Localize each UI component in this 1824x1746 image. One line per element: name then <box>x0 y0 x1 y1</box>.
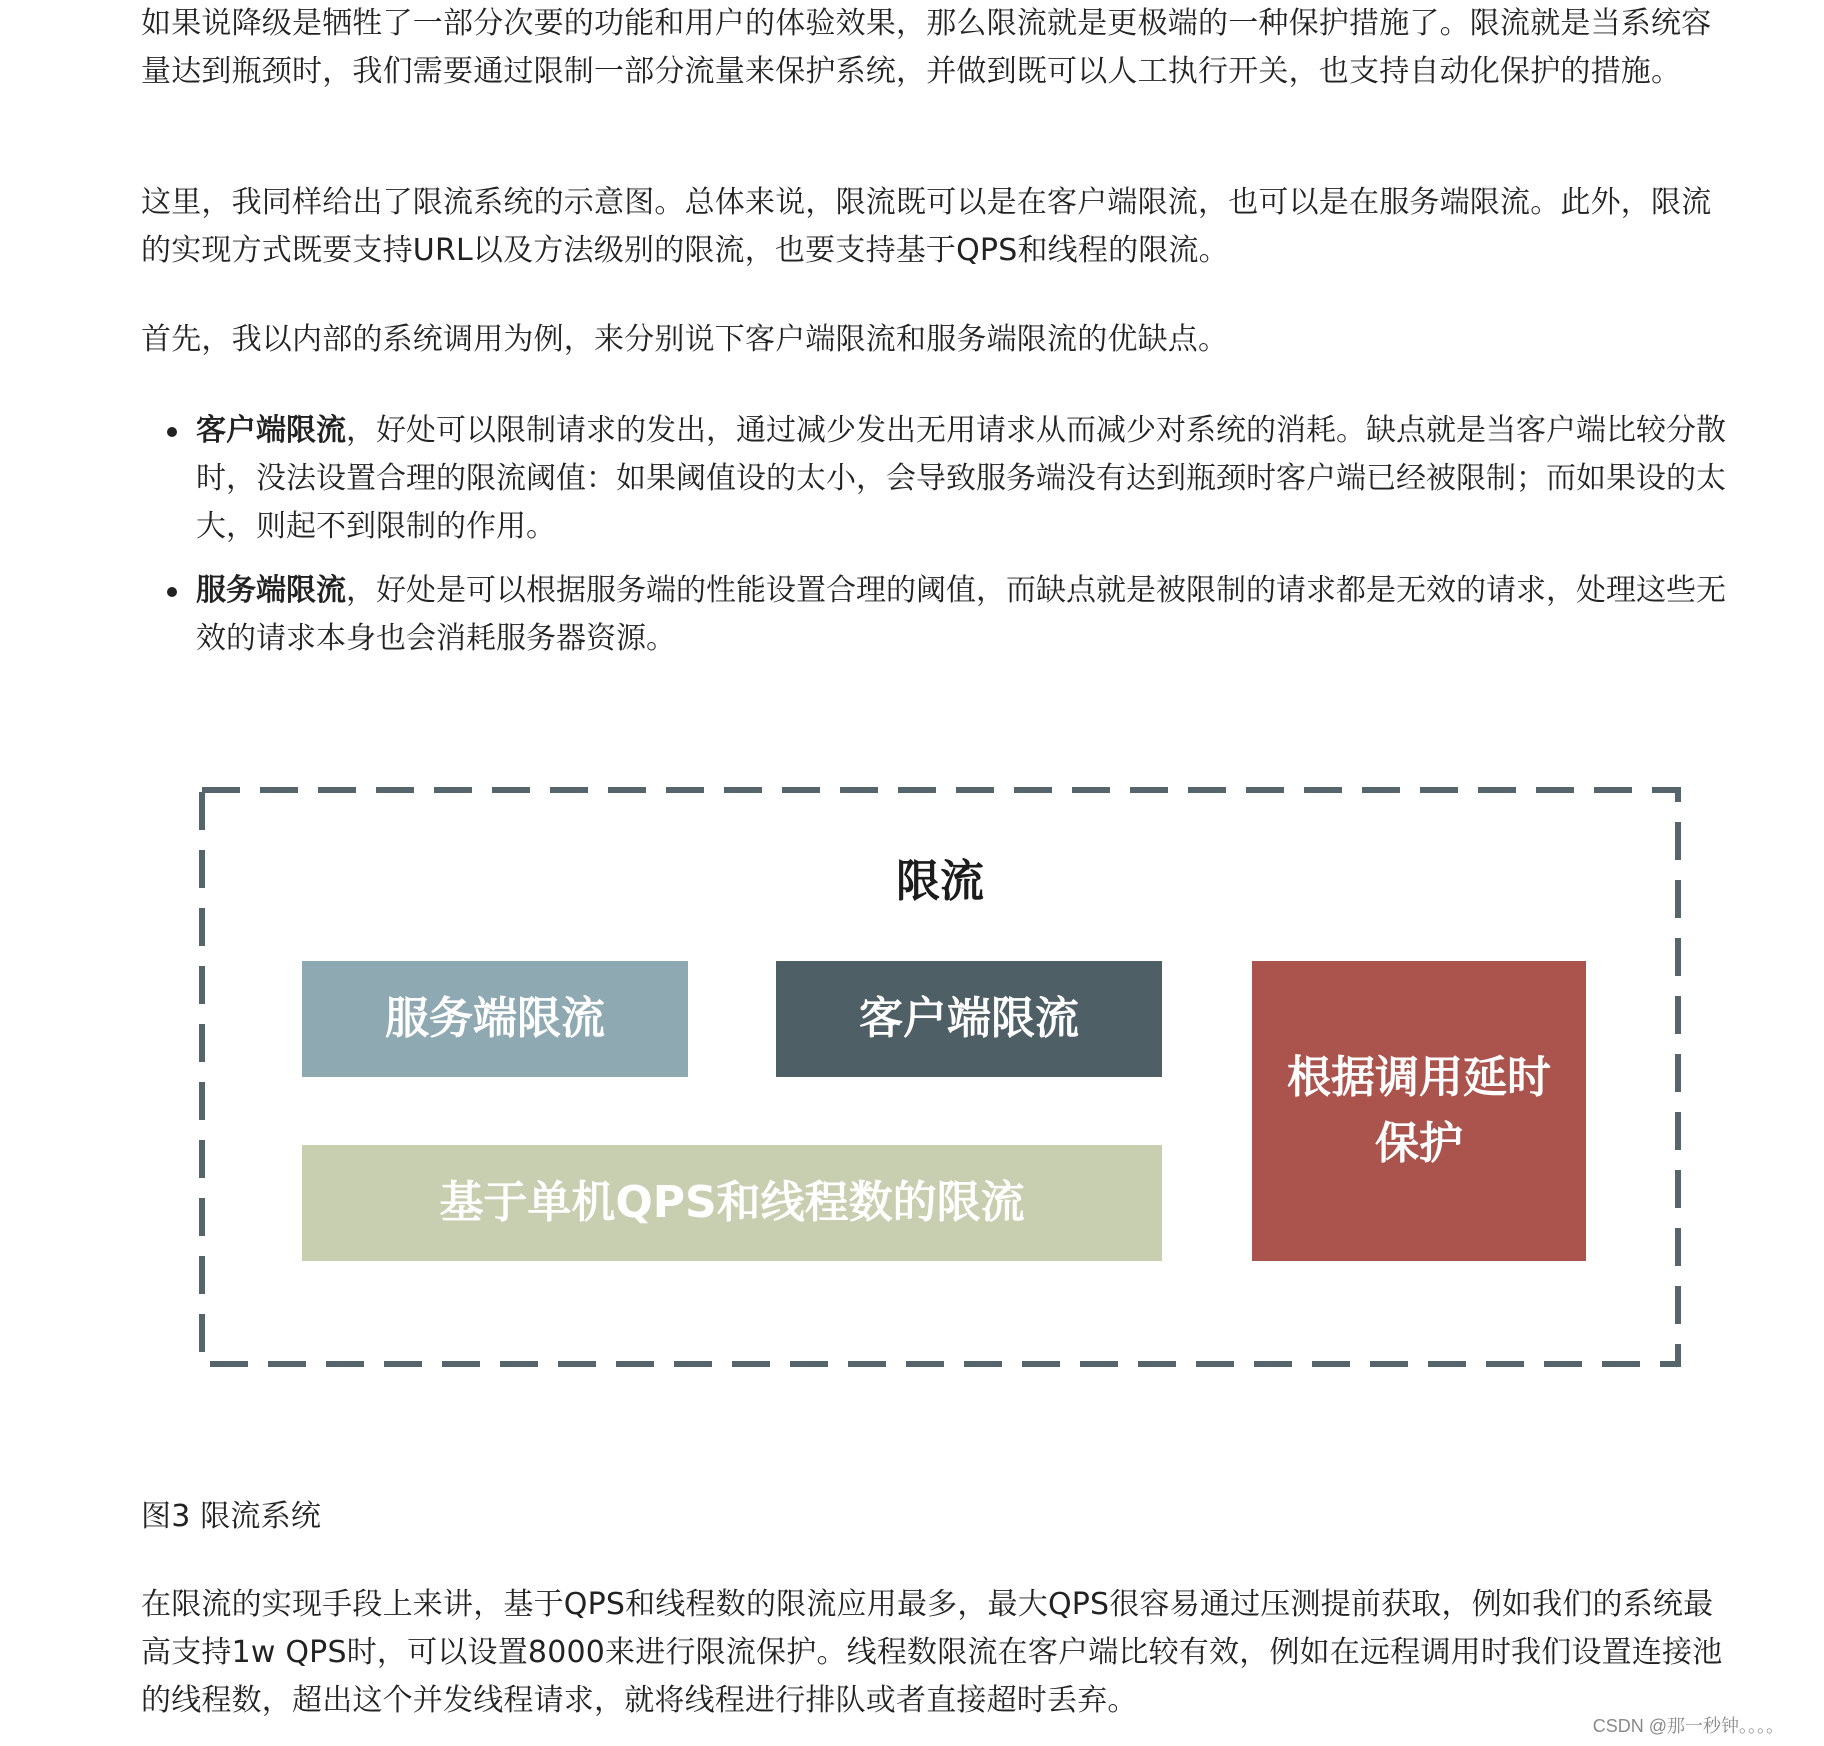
bullet-dot-icon <box>167 587 177 597</box>
bullet-text: ，好处是可以根据服务端的性能设置合理的阈值，而缺点就是被限制的请求都是无效的请求，处理这些无效的请求本身也会消耗服务器资源。 <box>196 573 1726 656</box>
bullet-term: 客户端限流 <box>196 413 346 448</box>
bullet-dot-icon <box>167 427 177 437</box>
csdn-watermark: CSDN @那一秒钟。。。。 <box>1592 1716 1784 1736</box>
diagram-title: 限流 <box>896 856 984 907</box>
box-server-side-limit: 服务端限流 <box>302 961 688 1077</box>
bullet-text: ，好处可以限制请求的发出，通过减少发出无用请求从而减少对系统的消耗。缺点就是当客户端比较分散时，没法设置合理的限流阈值：如果阈值设的太小，会导致服务端没有达到瓶颈时客户端已经被限制；而如果设的太大，则起不到限制的作用。 <box>196 413 1726 544</box>
box-latency-protection: 根据调用延时保护 <box>1252 961 1586 1261</box>
list-item-client-limit <box>141 407 1741 551</box>
pros-cons-list <box>141 407 1741 663</box>
figure-caption: 图3 限流系统 <box>141 1499 322 1534</box>
paragraph-implementation: 在限流的实现手段上来讲，基于QPS和线程数的限流应用最多，最大QPS很容易通过压测提前获取，例如我们的系统最高支持1w QPS时，可以设置8000来进行限流保护。线程数限流在客户端比较有效，例如在远程调用时我们设置连接池的线程数，超出这个并发线程请求，就将线程进行排队或者直接超时丢弃。 <box>141 1587 1723 1718</box>
list-item-server-limit <box>141 567 1741 663</box>
paragraph-diagram-intro: 这里，我同样给出了限流系统的示意图。总体来说，限流既可以是在客户端限流，也可以是在服务端限流。此外，限流的实现方式既要支持URL以及方法级别的限流，也要支持基于QPS和线程的限流。 <box>141 185 1712 268</box>
bullet-term: 服务端限流 <box>196 573 346 608</box>
paragraph-intro: 如果说降级是牺牲了一部分次要的功能和用户的体验效果，那么限流就是更极端的一种保护措施了。限流就是当系统容量达到瓶颈时，我们需要通过限制一部分流量来保护系统，并做到既可以人工执行开关，也支持自动化保护的措施。 <box>141 6 1712 89</box>
paragraph-pros-cons-intro: 首先，我以内部的系统调用为例，来分别说下客户端限流和服务端限流的优缺点。 <box>141 322 1229 357</box>
box-qps-thread-limit: 基于单机QPS和线程数的限流 <box>302 1145 1162 1261</box>
rate-limit-diagram <box>198 786 1682 1368</box>
box-client-side-limit: 客户端限流 <box>776 961 1162 1077</box>
